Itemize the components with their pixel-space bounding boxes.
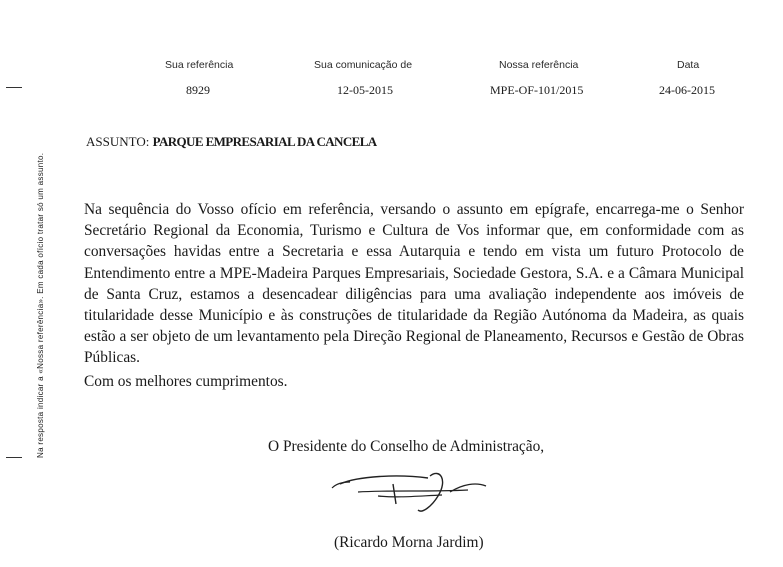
our-reference-label: Nossa referência [499,59,579,71]
letter-body: Na sequência do Vosso ofício em referência, versando o assunto em epígrafe, encarrega-me o Senhor Secretário Regional da Economia, Turismo e Cultura de Vos informar que, em conformidade com as conversações havidas entre a Secretaria e essa Autarquia e tendo em vista um futuro Protocolo de Entendimento entre a MPE-Madeira Parques Empresariais, Sociedade Gestora, S.A. e a Câmara Municipal de Santa Cruz, estamos a desencadear diligências para uma avaliação independente aos imóveis de titularidade desse Município e às construções de titularidade da Região Autónoma da Madeira, as quais estão a ser objeto de um levantamento pela Direção Regional de Planeamento, Recursos e Gestão de Obras Públicas. [84,201,744,367]
handwritten-signature [318,462,518,522]
margin-note: Na resposta indicar a «Nossa referência». Em cada ofício tratar só um assunto. [36,152,45,458]
date-label: Data [677,59,700,71]
your-reference-value: 8929 [186,83,210,97]
our-reference-value: MPE-OF-101/2015 [490,83,584,97]
subject-label: ASSUNTO: [86,134,150,149]
your-communication-value: 12-05-2015 [337,83,393,97]
subject-line [86,134,377,150]
signatory-name: (Ricardo Morna Jardim) [334,534,484,551]
closing-salutation: Com os melhores cumprimentos. [84,373,288,390]
fold-mark-bottom [6,457,22,458]
signatory-role: O Presidente do Conselho de Administração, [268,438,545,455]
fold-mark-top [6,87,22,88]
your-communication-label: Sua comunicação de [314,59,413,71]
subject-value: PARQUE EMPRESARIAL DA CANCELA [152,134,377,149]
date-value: 24-06-2015 [659,83,715,97]
your-reference-label: Sua referência [165,59,234,71]
